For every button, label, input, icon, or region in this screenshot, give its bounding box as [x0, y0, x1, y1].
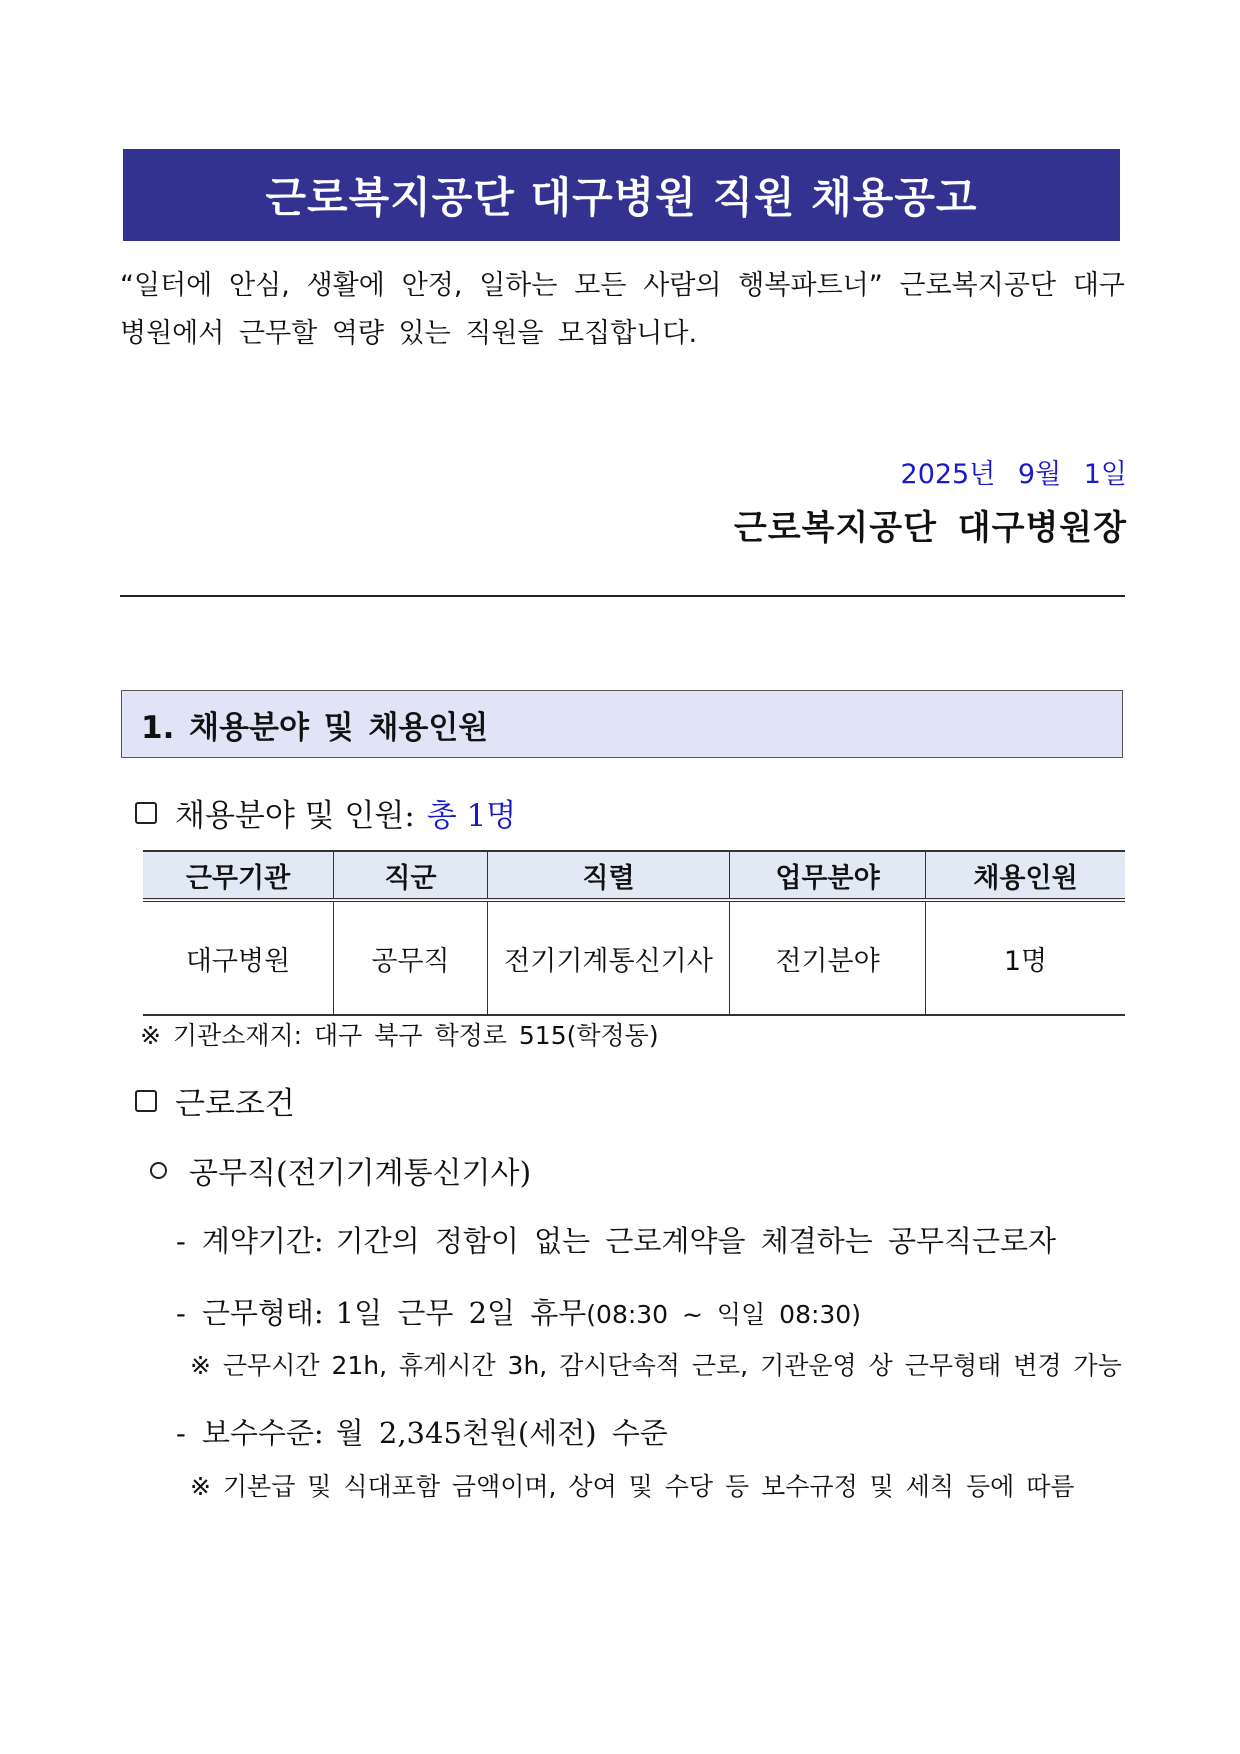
- divider-line: [120, 595, 1125, 597]
- table-header-row: [143, 851, 1125, 900]
- intro-paragraph: “일터에 안심, 생활에 안정, 일하는 모든 사람의 행복파트너” 근로복지공단 대구병원에서 근무할 역량 있는 직원을 모집합니다.: [120, 270, 1125, 349]
- dash-bullet-icon: -: [176, 1296, 186, 1330]
- circle-bullet-icon: [150, 1162, 167, 1179]
- pay-text: 월 2,345천원(세전) 수준: [335, 1416, 668, 1450]
- contract-label: 계약기간:: [201, 1224, 324, 1258]
- notice-date: 2025년 9월 1일: [900, 459, 1127, 490]
- pay-note: ※ 기본급 및 식대포함 금액이며, 상여 및 수당 등 보수규정 및 세칙 등에 따름: [190, 1472, 1075, 1501]
- contract-line: [176, 1219, 1056, 1260]
- location-note: ※ 기관소재지: 대구 북구 학정로 515(학정동): [140, 1021, 659, 1050]
- notice-issuer: 근로복지공단 대구병원장: [733, 508, 1127, 548]
- table-header-cell: 업무분야: [730, 851, 926, 900]
- recruit-field-line: [135, 790, 516, 835]
- square-bullet-icon: [135, 802, 157, 824]
- table-cell: 대구병원: [143, 900, 334, 1015]
- section-heading: 1. 채용분야 및 채용인원: [121, 690, 1123, 758]
- dash-bullet-icon: -: [176, 1224, 186, 1258]
- work-form-line: [176, 1291, 861, 1332]
- page-title: 근로복지공단 대구병원 직원 채용공고: [123, 149, 1120, 241]
- recruit-field-total: 총 1명: [426, 798, 517, 834]
- table-row: [143, 900, 1125, 1015]
- recruit-field-label: 채용분야 및 인원:: [175, 798, 415, 834]
- pay-line: [176, 1411, 668, 1452]
- table-cell: 전기기계통신기사: [488, 900, 730, 1015]
- table-cell: 공무직: [334, 900, 488, 1015]
- conditions-heading: [135, 1078, 295, 1123]
- table-header-cell: 직렬: [488, 851, 730, 900]
- pay-label: 보수수준:: [201, 1416, 324, 1450]
- table-cell: 전기분야: [730, 900, 926, 1015]
- table-header-cell: 직군: [334, 851, 488, 900]
- conditions-group-title: 공무직(전기기계통신기사): [189, 1156, 532, 1191]
- conditions-group: [150, 1148, 531, 1192]
- dash-bullet-icon: -: [176, 1416, 186, 1450]
- work-form-time: (08:30 ~ 익일 08:30): [586, 1300, 861, 1329]
- work-form-label: 근무형태:: [201, 1296, 324, 1330]
- square-bullet-icon: [135, 1090, 157, 1112]
- table-cell: 1명: [926, 900, 1126, 1015]
- conditions-label: 근로조건: [175, 1086, 295, 1122]
- recruit-table: [143, 850, 1125, 1016]
- contract-text: 기간의 정함이 없는 근로계약을 체결하는 공무직근로자: [335, 1224, 1057, 1258]
- table-header-cell: 근무기관: [143, 851, 334, 900]
- table-header-cell: 채용인원: [926, 851, 1126, 900]
- work-form-note: ※ 근무시간 21h, 휴게시간 3h, 감시단속적 근로, 기관운영 상 근무형태 변경 가능: [190, 1351, 1122, 1380]
- work-form-text: 1일 근무 2일 휴무: [335, 1296, 587, 1330]
